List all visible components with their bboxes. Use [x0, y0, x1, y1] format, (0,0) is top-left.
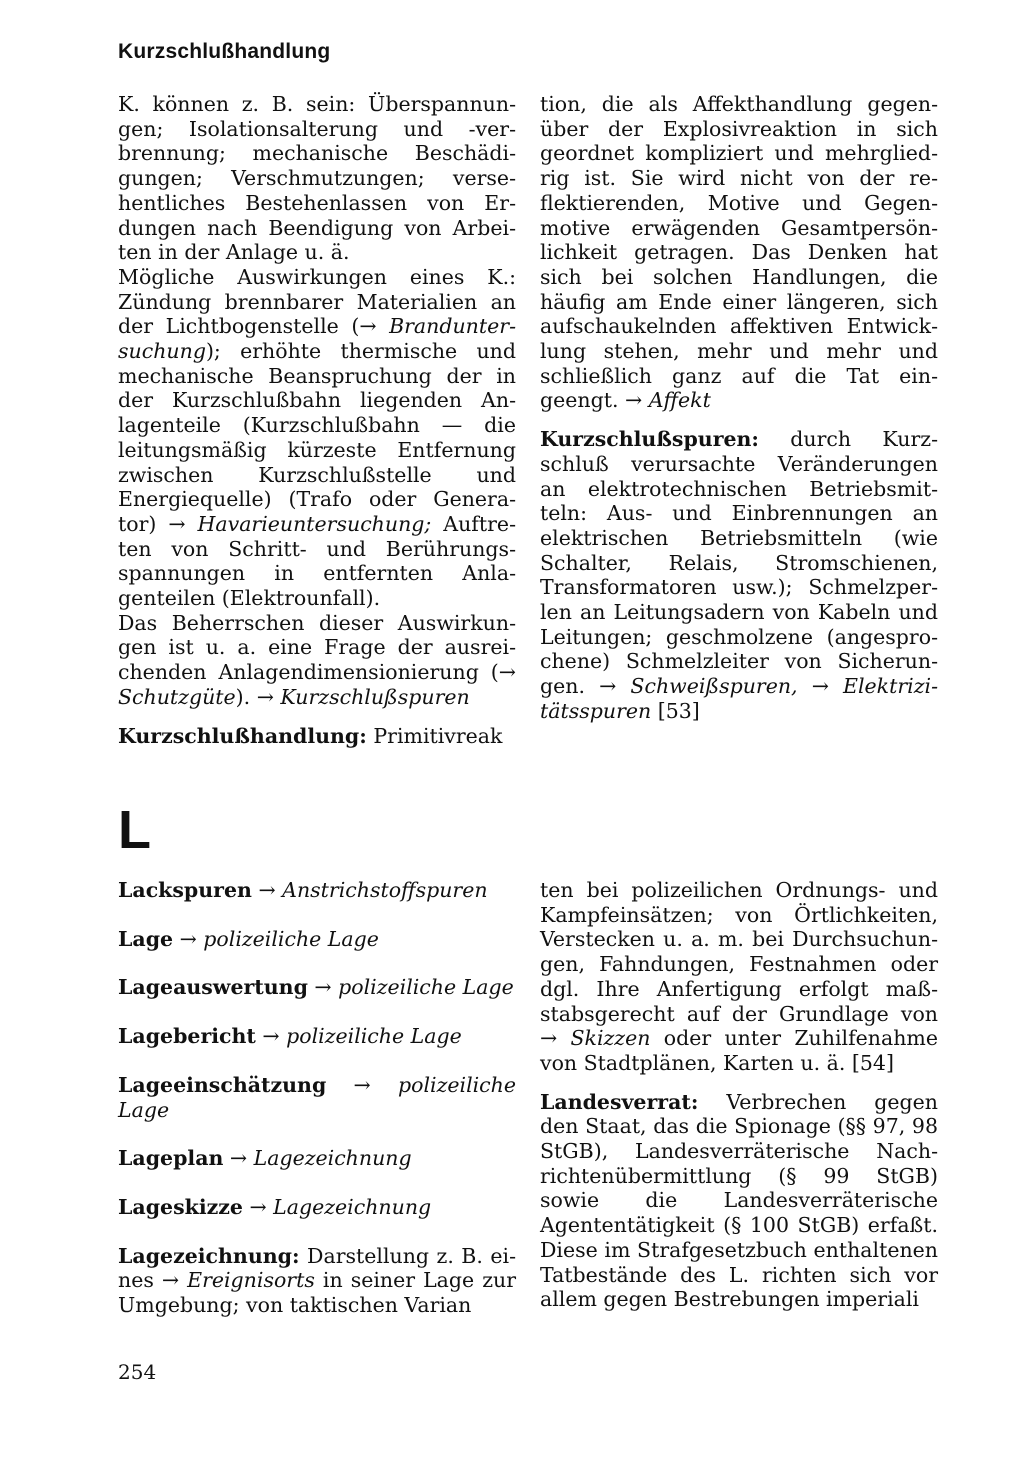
paragraph: [118, 265, 516, 611]
dictionary-entry: [540, 427, 938, 723]
cross-reference: polizeiliche Lage: [203, 926, 379, 951]
text: Mögliche Auswirkungen eines K.: Zündung brennbarer Materialien an der Lichtbogenstelle (→: [118, 264, 516, 339]
arrow: →: [242, 1194, 274, 1219]
text: tion, die als Affekthandlung gegenüber der Explosivreaktion in sich geordnet kompliziert und mehrgliedrig ist. Sie wird nicht von der reflektierenden, Motive und Gegenmotive erwägenden Gesamtpersönlichkeit getragen. Das Denken hat sich bei solchen Handlungen, die häufig am Ende einer längeren, sich aufschaukelnden affektiven Entwicklung stehen, mehr und mehr und schließlich ganz auf die Tat eingeengt. →: [540, 92, 938, 413]
text: ten bei polizeilichen Ordnungs- und Kampfeinsätzen; von Örtlichkeiten, Verstecken u. a. m. bei Durchsuchungen, Fahndungen, Festnahmen oder dgl. Ihre Anfertigung erfolgt maßstabsgerecht auf der Grundlage von →: [540, 878, 938, 1051]
entry-headword: Lageauswertung: [118, 975, 308, 1000]
text: Auftreten von Schritt- und Berührungsspannungen in entfernten Anlagenteilen (Elektrounfall).: [118, 511, 517, 611]
paragraph: [118, 611, 516, 710]
text: Das Beherrschen dieser Auswirkungen ist u. a. eine Frage der ausreichenden Anlagendimensionierung (→: [118, 610, 516, 685]
entry-headword: Lageplan: [118, 1146, 224, 1171]
entry-headword: Lageeinschätzung: [118, 1072, 327, 1097]
text: ). →: [235, 684, 281, 709]
cross-reference: Schutzgüte: [118, 684, 236, 709]
cross-reference: Skizzen: [570, 1026, 651, 1051]
dictionary-entry: [118, 1024, 516, 1049]
dictionary-entry: [118, 1195, 516, 1220]
cross-reference: Havarieuntersuchung;: [197, 511, 432, 536]
entry-text: Darstellung z. B. eines →: [118, 1243, 516, 1293]
entry-headword: Lagezeichnung:: [118, 1243, 300, 1268]
dictionary-entry: [540, 1090, 938, 1312]
text: K. können z. B. sein: Überspannungen; Isolationsalterung und -verbrennung; mechanische Beschädigungen; Verschmutzungen; versehentliches Bestehenlassen von Erdungen nach Beendigung von Arbeiten in der Anlage u. ä.: [118, 92, 516, 265]
arrow: →: [173, 926, 204, 951]
entry-headword: Kurzschlußspuren:: [540, 427, 760, 452]
cross-reference: Kurzschlußspuren: [280, 684, 470, 709]
dictionary-entry: [118, 975, 516, 1000]
entry-text: Verbrechen gegen den Staat, das die Spionage (§§ 97, 98 StGB), Landesverräterische Nachrichtenübermittlung (§ 99 StGB) sowie die Landesverräterische Agententätigkeit (§ 100 StGB) erfaßt. Diese im Strafgesetzbuch enthaltenen Tatbestände des L. richten sich vor allem gegen Bestrebungen imperiali: [540, 1089, 938, 1312]
cross-reference: Affekt: [648, 388, 711, 413]
paragraph: [540, 878, 938, 1076]
dictionary-entry: [118, 1073, 516, 1122]
entry-headword: Lage: [118, 926, 174, 951]
column-bottom-right: [540, 878, 938, 1312]
dictionary-entry: [118, 724, 516, 749]
column-bottom-left: [118, 878, 516, 1318]
dictionary-entry: [118, 927, 516, 952]
column-top-left: [118, 92, 516, 748]
page-number: 254: [118, 1360, 157, 1384]
entry-text: durch Kurzschluß verursachte Veränderungen an elektrotechnischen Betriebsmitteln: Aus- und Einbrennungen an elektrischen Betriebsmitteln (wie Schalter, Relais, Stromschienen, Transformatoren usw.); Schmelzperlen an Leitungsadern von Kabeln und Leitungen; geschmolzene (angesprochene) Schmelzleiter von Sicherungen. →: [540, 427, 938, 699]
text: [53]: [651, 698, 700, 723]
paragraph: [540, 92, 938, 413]
arrow: →: [326, 1072, 398, 1097]
arrow: →: [251, 878, 283, 902]
entry-headword: Lagebericht: [118, 1024, 256, 1049]
text: ); erhöhte thermische und mechanische Beanspruchung der in der Kurzschlußbahn liegenden Anlagenteile (Kurzschlußbahn — die leitungsmäßig kürzeste Entfernung zwischen Kurzschlußstelle und Energiequelle) (Trafo oder Generator) →: [118, 339, 516, 536]
dictionary-entry: [118, 1244, 516, 1318]
text: oder unter Zuhilfenahme von Stadtplänen, Karten u. ä. [54]: [540, 1026, 938, 1075]
cross-reference: Ereignisorts: [187, 1268, 315, 1293]
text: →: [797, 674, 844, 699]
entry-text: Primitivreak: [366, 723, 503, 748]
cross-reference: Lagezeichnung: [253, 1146, 412, 1171]
section-letter: L: [118, 800, 151, 860]
arrow: →: [307, 975, 339, 1000]
entry-headword: Lageskizze: [118, 1194, 243, 1219]
entry-headword: Landesverrat:: [540, 1089, 699, 1114]
arrow: →: [255, 1024, 287, 1049]
entry-headword: Lackspuren: [118, 878, 252, 902]
cross-reference: Anstrichstoffspuren: [282, 878, 488, 902]
text: in seiner Lage zur Umgebung; von taktischen Varian: [118, 1268, 516, 1318]
cross-reference: Branduntersuchung: [118, 314, 516, 364]
cross-reference: polizeiliche Lage: [338, 975, 514, 1000]
column-top-right: [540, 92, 938, 724]
dictionary-entry: [118, 878, 516, 903]
cross-reference: Lagezeichnung: [273, 1194, 432, 1219]
arrow: →: [223, 1146, 254, 1171]
running-head: Kurzschlußhandlung: [118, 40, 331, 63]
dictionary-entry: [118, 1146, 516, 1171]
cross-reference: polizeiliche Lage: [286, 1024, 462, 1049]
cross-reference: Schweißspuren,: [630, 674, 798, 699]
entry-headword: Kurzschlußhandlung:: [118, 723, 367, 748]
cross-reference: Elektrizitätsspuren: [540, 674, 938, 723]
paragraph: [118, 92, 516, 265]
cross-reference: polizeiliche Lage: [118, 1072, 516, 1122]
